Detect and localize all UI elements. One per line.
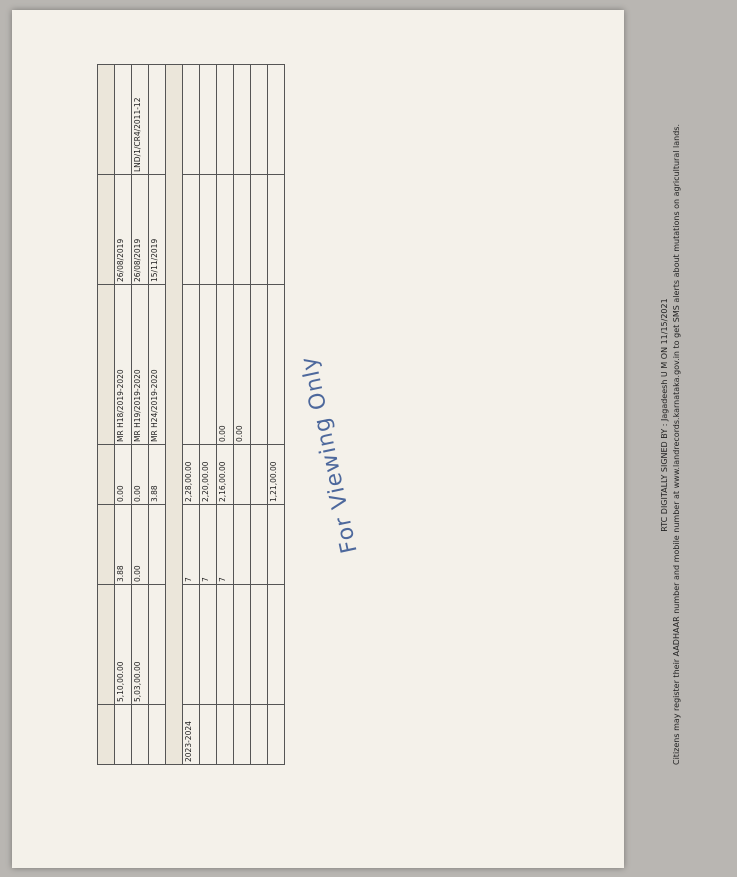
- table-cell: [149, 705, 166, 765]
- holder-year: [217, 705, 234, 765]
- assessment-value: 0.00: [132, 505, 149, 585]
- holder-name: [183, 585, 200, 705]
- table-cell: [149, 505, 166, 585]
- mutation-ref: MR H18/2019-2020: [115, 285, 132, 445]
- rotated-rtc-record: [97, 65, 737, 765]
- table-cell: [217, 65, 234, 175]
- holder-extent: 2,16,00.00: [217, 445, 234, 505]
- holder-code: [234, 505, 251, 585]
- table-cell: [115, 65, 132, 175]
- sub-value: 3.88: [149, 445, 166, 505]
- holder-year: [200, 705, 217, 765]
- sub-value: 0.00: [132, 445, 149, 505]
- table-cell: [183, 285, 200, 445]
- holder-year: [251, 705, 268, 765]
- holder-name: [234, 585, 251, 705]
- extent-area: 5,10,00.00: [115, 585, 132, 705]
- mutation-date: 26/08/2019: [115, 175, 132, 285]
- digital-signature-line: RTC DIGITALLY SIGNED BY : Jagadeesh U M ON 11/15/2021: [660, 298, 669, 532]
- table-cell: [251, 285, 268, 445]
- table-cell: [234, 175, 251, 285]
- table-cell: [251, 65, 268, 175]
- document-sheet: [12, 10, 681, 868]
- holder-extent: 2,20,00.00: [200, 445, 217, 505]
- sms-alert-notice: Citizens may register their AADHAAR number and mobile number at www.landrecords.karnataka.gov.in to get SMS alerts about mutations on agricultural lands.: [672, 124, 681, 765]
- header-cell: [98, 505, 115, 585]
- table-cell: [217, 175, 234, 285]
- header-cell: [98, 65, 115, 175]
- holder-year: [234, 705, 251, 765]
- table-cell: [132, 705, 149, 765]
- extent-area: 5,03,00.00: [132, 585, 149, 705]
- section-divider: [166, 65, 183, 765]
- table-cell: [115, 705, 132, 765]
- header-cell: [98, 175, 115, 285]
- viewing-watermark: For Viewing Only: [296, 353, 363, 556]
- mutation-date: 26/08/2019: [132, 175, 149, 285]
- holder-name: [251, 585, 268, 705]
- table-cell: [251, 175, 268, 285]
- mutation-ref: MR H24/2019-2020: [149, 285, 166, 445]
- table-cell: [200, 175, 217, 285]
- holder-year: 2023-2024: [183, 705, 200, 765]
- holder-extent: 1,21,00.00: [268, 445, 285, 505]
- holder-extent: [251, 445, 268, 505]
- holder-code: [251, 505, 268, 585]
- holder-extent: [234, 445, 251, 505]
- table-cell: [200, 65, 217, 175]
- header-cell: [98, 445, 115, 505]
- right-value: 0.00: [217, 285, 234, 445]
- holder-name: [217, 585, 234, 705]
- holder-extent: 2,28,00.00: [183, 445, 200, 505]
- right-value: 0.00: [234, 285, 251, 445]
- table-cell: [149, 585, 166, 705]
- holder-code: [268, 505, 285, 585]
- mutation-ref: MR H19/2019-2020: [132, 285, 149, 445]
- table-cell: [200, 285, 217, 445]
- holder-name: [268, 585, 285, 705]
- holder-year: [268, 705, 285, 765]
- header-cell: [98, 705, 115, 765]
- document-footer: [657, 65, 684, 765]
- holder-code: 7: [183, 505, 200, 585]
- table-cell: [149, 65, 166, 175]
- table-cell: [183, 65, 200, 175]
- loan-ref: LND/1/CR4/2011-12: [132, 65, 149, 175]
- table-cell: [268, 175, 285, 285]
- table-cell: [234, 65, 251, 175]
- header-cell: [98, 585, 115, 705]
- rtc-table: [97, 64, 285, 765]
- sub-value: 0.00: [115, 445, 132, 505]
- holder-name: [200, 585, 217, 705]
- header-cell: [98, 285, 115, 445]
- mutation-date: 15/11/2019: [149, 175, 166, 285]
- assessment-value: 3.88: [115, 505, 132, 585]
- table-cell: [268, 285, 285, 445]
- holder-code: 7: [217, 505, 234, 585]
- table-cell: [268, 65, 285, 175]
- table-cell: [183, 175, 200, 285]
- holder-code: 7: [200, 505, 217, 585]
